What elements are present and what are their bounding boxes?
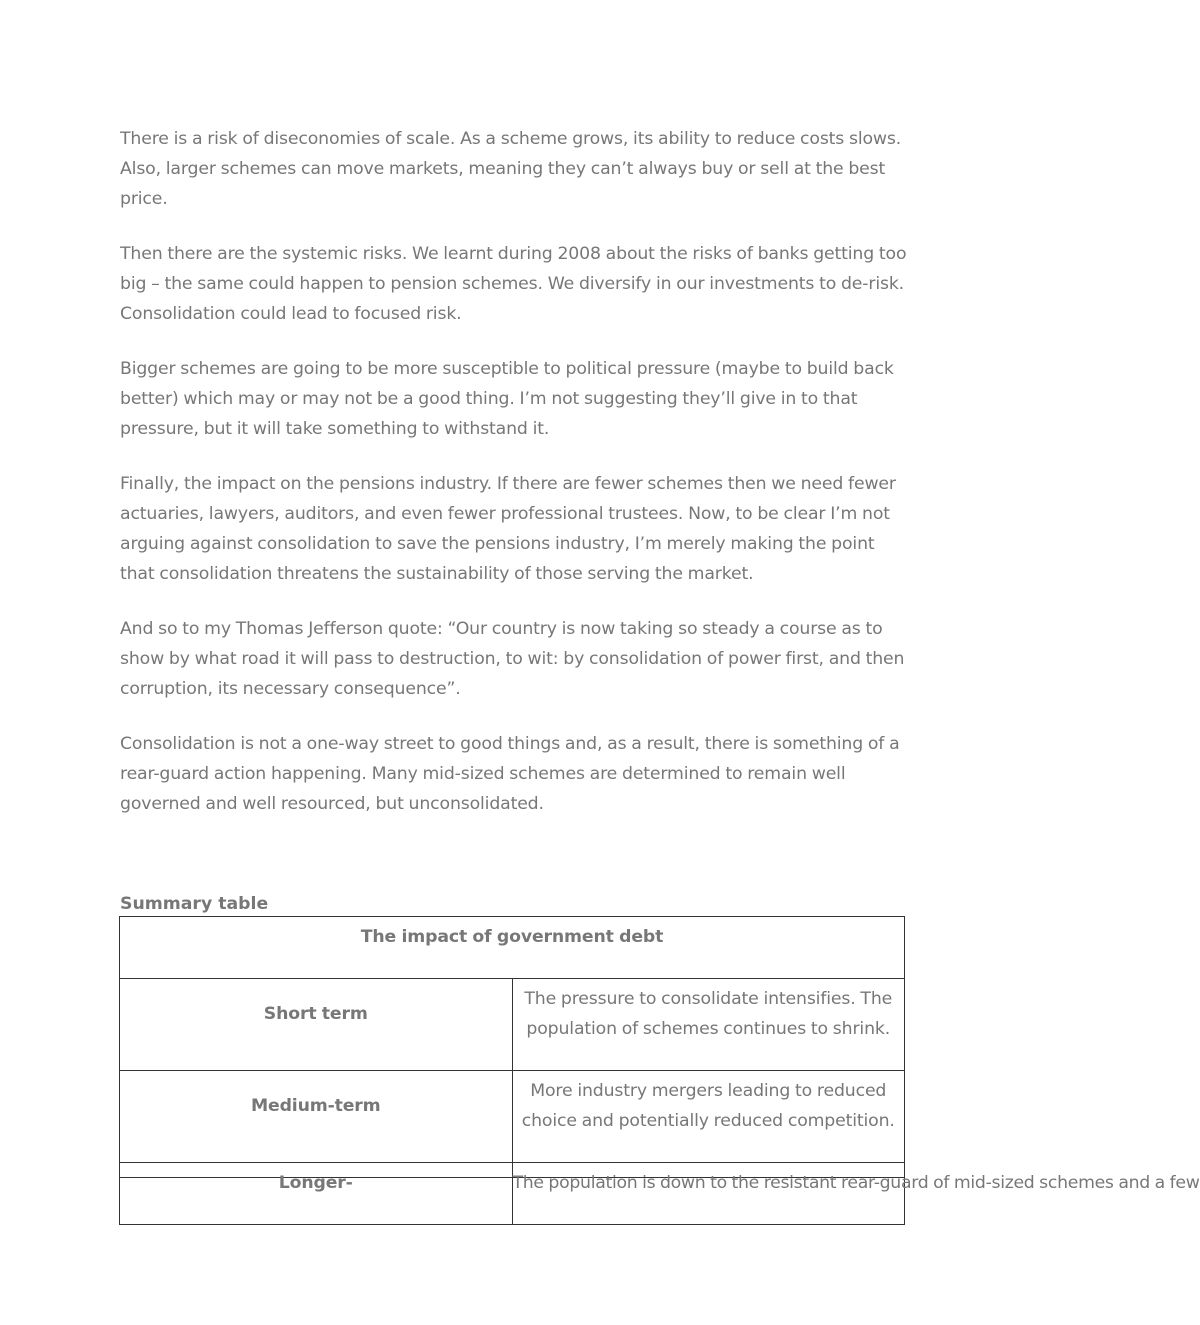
term-cell-medium: Medium-term — [120, 1071, 513, 1163]
summary-heading: Summary table — [120, 894, 269, 914]
description-cell-short: The pressure to consolidate intensifies. The population of schemes continues to shrink. — [512, 979, 905, 1071]
description-cell-longer: The population is down to the resistant rear-guard of mid-sized schemes and a few — [512, 1163, 905, 1225]
table-title: The impact of government debt — [120, 917, 905, 979]
term-cell-short: Short term — [120, 979, 513, 1071]
table-row — [120, 1163, 905, 1225]
table-row — [120, 1071, 905, 1163]
paragraph-jefferson-quote: And so to my Thomas Jefferson quote: “Our country is now taking so steady a course as to show by what road it will pass to destruction, to wit: by consolidation of power first, and then corruption, its necessary consequence”. — [120, 619, 905, 699]
summary-table-container — [119, 916, 1200, 1193]
paragraph-political-pressure: Bigger schemes are going to be more susceptible to political pressure (maybe to build back better) which may or may not be a good thing. I’m not suggesting they’ll give in to that pressure, but it will take something to withstand it. — [120, 359, 894, 439]
table-header-row — [120, 917, 905, 979]
paragraph-systemic-risks: Then there are the systemic risks. We learnt during 2008 about the risks of banks getting too big – the same could happen to pension schemes. We diversify in our investments to de-risk. Consolidation could lead to focused risk. — [120, 244, 907, 324]
paragraph-rear-guard: Consolidation is not a one-way street to good things and, as a result, there is something of a rear-guard action happening. Many mid-sized schemes are determined to remain well governed and well resourced, but unconsolidated. — [120, 734, 900, 814]
description-cell-medium: More industry mergers leading to reduced choice and potentially reduced competition. — [512, 1071, 905, 1163]
table-row — [120, 979, 905, 1071]
paragraph-pensions-industry: Finally, the impact on the pensions industry. If there are fewer schemes then we need fewer actuaries, lawyers, auditors, and even fewer professional trustees. Now, to be clear I’m not arguing against consolidation to save the pensions industry, I’m merely making the point that consolidation threatens the sustainability of those serving the market. — [120, 474, 896, 584]
document-body — [120, 124, 910, 919]
summary-table — [119, 916, 1200, 1225]
term-cell-longer: Longer- — [120, 1163, 513, 1225]
paragraph-diseconomies: There is a risk of diseconomies of scale. As a scheme grows, its ability to reduce costs slows. Also, larger schemes can move markets, meaning they can’t always buy or sell at the best price. — [120, 129, 902, 209]
